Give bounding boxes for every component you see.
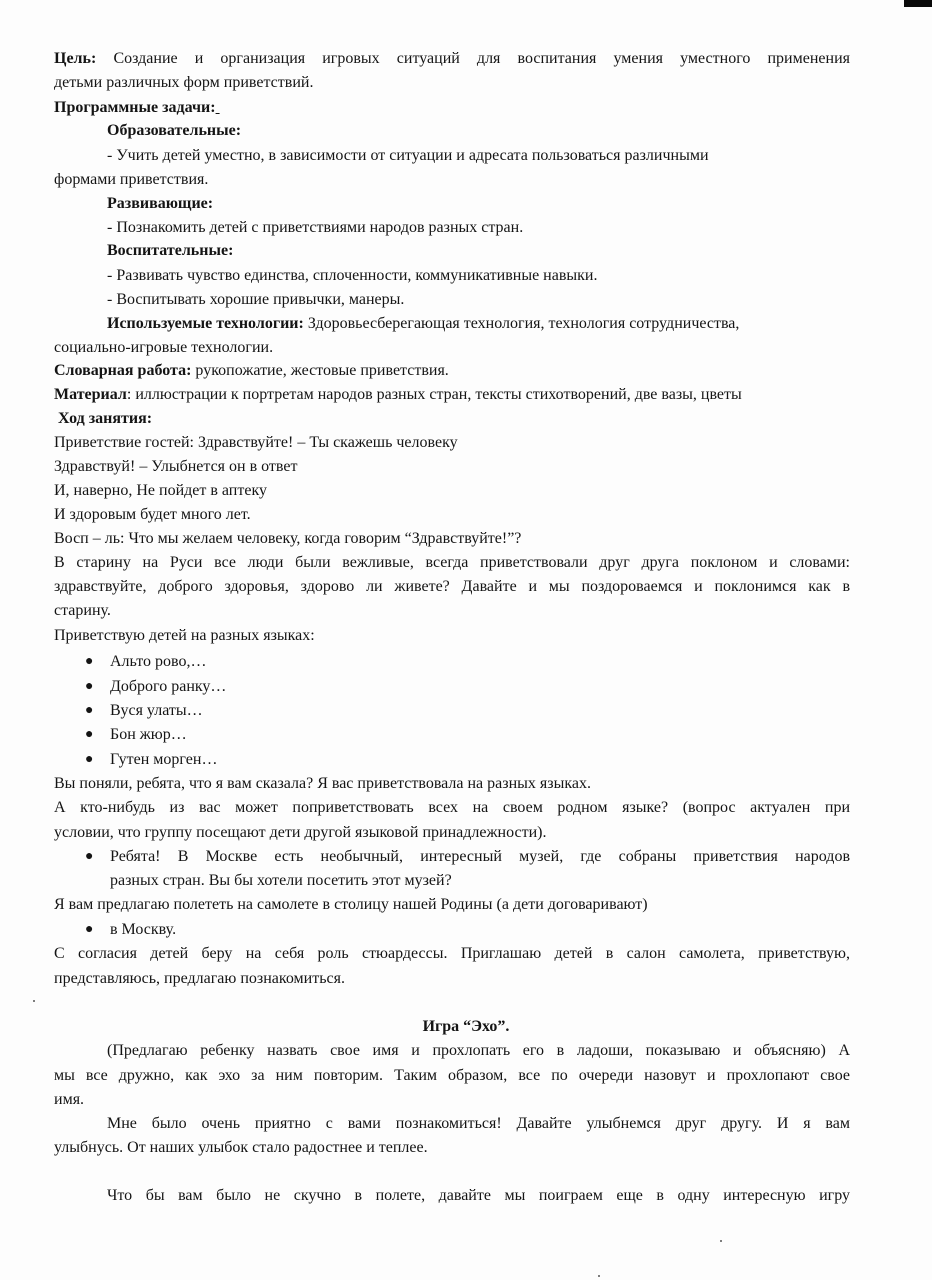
goal-text: Создание и организация игровых ситуаций для воспитания умения уместного применения: [113, 50, 850, 67]
technologies-line-1: Используемые технологии: Здоровьесберегающая технология, технология сотрудничества,: [107, 315, 740, 332]
game-desc-line: имя.: [54, 1091, 85, 1108]
developing-item: - Познакомить детей с приветствиями народов разных стран.: [107, 219, 524, 236]
list-item: Доброго ранку…: [110, 678, 227, 695]
material-label: Материал: [54, 386, 127, 403]
bullet-icon: ●: [85, 703, 94, 718]
poem-line: Здравствуй! – Улыбнется он в ответ: [54, 458, 298, 475]
technologies-line-2: социально-игровые технологии.: [54, 339, 274, 356]
scan-speck: [33, 1000, 35, 1002]
old-russia-line: старину.: [54, 602, 111, 619]
developing-heading: Развивающие:: [107, 195, 214, 212]
poem-line: Приветствие гостей: Здравствуйте! – Ты скажешь человеку: [54, 434, 458, 451]
technologies-label: Используемые технологии:: [107, 315, 304, 332]
scan-edge-mark: [904, 0, 932, 7]
greet-languages-intro: Приветствую детей на разных языках:: [54, 627, 315, 644]
scan-speck: [598, 1275, 600, 1277]
course-heading: Ход занятия:: [58, 410, 153, 427]
poem-line: И здоровым будет много лет.: [54, 506, 251, 523]
upbringing-heading: Воспитательные:: [107, 242, 234, 259]
native-question-line: условии, что группу посещают дети другой языковой принадлежности).: [54, 824, 547, 841]
teacher-question: Восп – ль: Что мы желаем человеку, когда говорим “Здравствуйте!”?: [54, 530, 522, 547]
game-title: Игра “Эхо”.: [422, 1018, 510, 1035]
stewardess-line: представляюсь, предлагаю познакомиться.: [54, 970, 345, 987]
vocabulary-line: Словарная работа: рукопожатие, жестовые приветствия.: [54, 362, 449, 379]
bullet-icon: ●: [85, 727, 94, 742]
to-moscow: в Москву.: [110, 921, 177, 938]
understood-line: Вы поняли, ребята, что я вам сказала? Я вас приветствовала на разных языках.: [54, 775, 591, 792]
educational-heading: Образовательные:: [107, 122, 242, 139]
list-item: Гутен морген…: [110, 751, 218, 768]
list-item: Вуся улаты…: [110, 702, 203, 719]
vocabulary-label: Словарная работа:: [54, 362, 192, 379]
bullet-icon: ●: [85, 752, 94, 767]
educational-item: - Учить детей уместно, в зависимости от ситуации и адресата пользоваться различными: [107, 147, 709, 164]
pleasant-line: Мне было очень приятно с вами познакомиться! Давайте улыбнемся друг другу. И я вам: [107, 1115, 850, 1132]
museum-line: разных стран. Вы бы хотели посетить этот музей?: [110, 872, 452, 889]
old-russia-line: В старину на Руси все люди были вежливые, всегда приветствовали друг друга поклоном и словами:: [54, 554, 850, 571]
material-line: Материал: иллюстрации к портретам народов разных стран, тексты стихотворений, две вазы, цветы: [54, 386, 742, 403]
next-game-line: Что бы вам было не скучно в полете, давайте мы поиграем еще в одну интересную игру: [107, 1187, 850, 1204]
list-item: Бон жюр…: [110, 726, 187, 743]
game-desc-line: мы все дружно, как эхо за ним повторим. Таким образом, все по очереди назовут и прохлопают свое: [54, 1067, 850, 1084]
bullet-icon: ●: [85, 654, 94, 669]
game-desc-line: (Предлагаю ребенку назвать свое имя и прохлопать его в ладоши, показываю и объясняю) А: [107, 1042, 850, 1059]
scan-speck: [720, 1240, 722, 1242]
upbringing-item-2: - Воспитывать хорошие привычки, манеры.: [107, 291, 405, 308]
stewardess-line: С согласия детей беру на себя роль стюардессы. Приглашаю детей в салон самолета, приветствую,: [54, 945, 850, 962]
list-item: Альто рово,…: [110, 653, 207, 670]
bullet-icon: ●: [85, 922, 94, 937]
educational-item-cont: формами приветствия.: [54, 171, 209, 188]
bullet-icon: ●: [85, 849, 94, 864]
goal-line-2: детьми различных форм приветствий.: [54, 74, 314, 91]
old-russia-line: здравствуйте, доброго здоровья, здорово ли живете? Давайте и мы поздороваемся и поклонимся как в: [54, 578, 850, 595]
fly-offer: Я вам предлагаю полететь на самолете в столицу нашей Родины (а дети договаривают): [54, 896, 648, 913]
goal-line-1: [54, 49, 850, 69]
native-question-line: А кто-нибудь из вас может поприветствовать всех на своем родном языке? (вопрос актуален при: [54, 799, 850, 816]
pleasant-line: улыбнусь. От наших улыбок стало радостнее и теплее.: [54, 1139, 428, 1156]
tasks-heading: Программные задачи:: [54, 99, 216, 116]
bullet-icon: ●: [85, 679, 94, 694]
goal-label: Цель:: [54, 50, 97, 67]
upbringing-item-1: - Развивать чувство единства, сплоченности, коммуникативные навыки.: [107, 267, 598, 284]
poem-line: И, наверно, Не пойдет в аптеку: [54, 482, 268, 499]
museum-line: Ребята! В Москве есть необычный, интересный музей, где собраны приветствия народов: [110, 848, 850, 865]
